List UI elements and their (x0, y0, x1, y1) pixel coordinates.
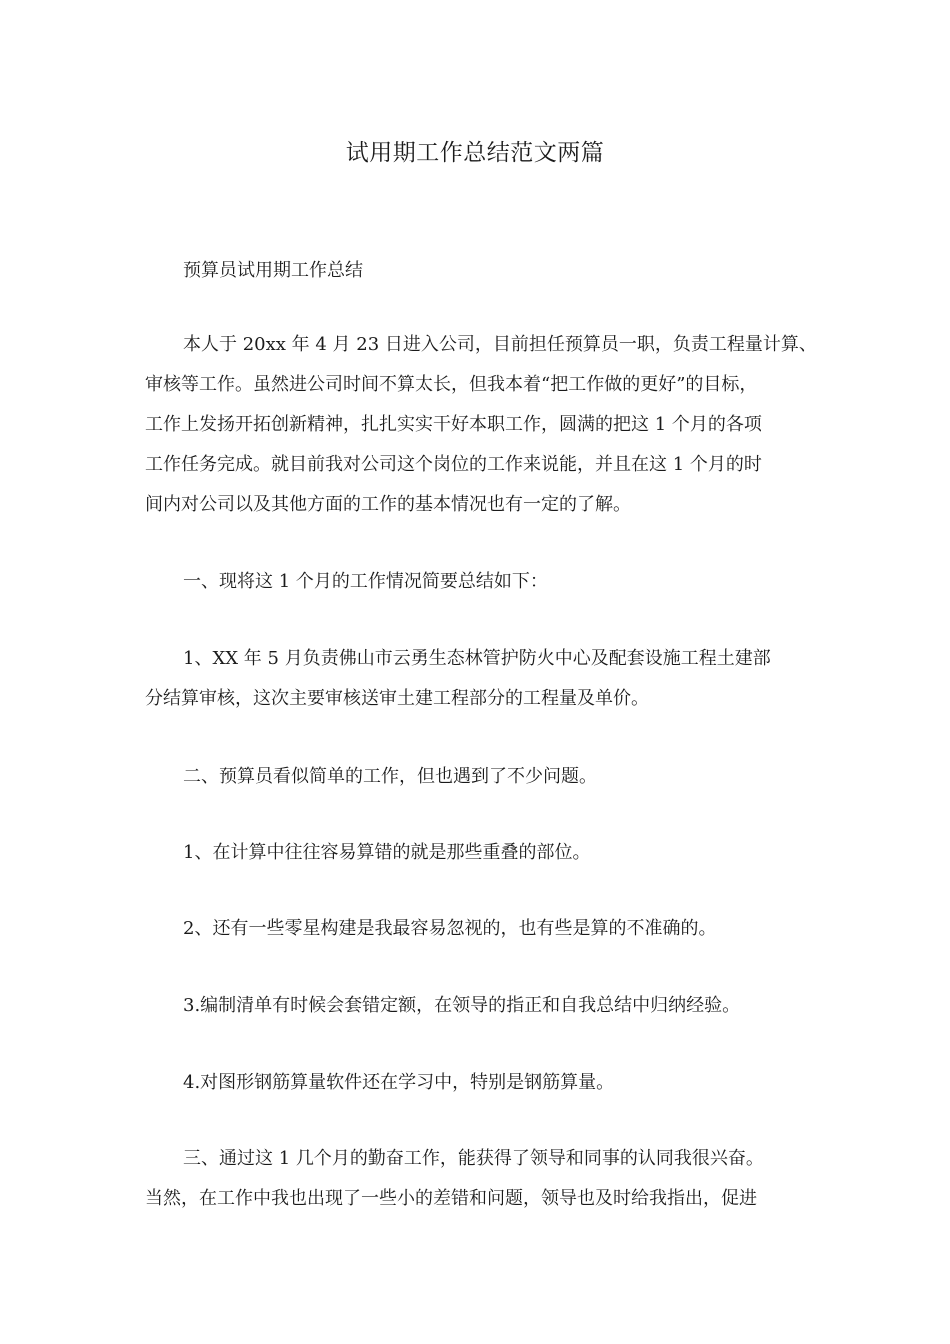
intro-line-4: 工作任务完成。就目前我对公司这个岗位的工作来说能，并且在这 1 个月的时 (145, 454, 762, 475)
section1-item1-line-1: 1、XX 年 5 月负责佛山市云勇生态林管护防火中心及配套设施工程土建部 (183, 648, 771, 669)
section3-line-1: 三、通过这 1 几个月的勤奋工作，能获得了领导和同事的认同我很兴奋。 (183, 1148, 764, 1169)
section2-item-4: 4.对图形钢筋算量软件还在学习中，特别是钢筋算量。 (183, 1072, 615, 1093)
section1-item1-line-2: 分结算审核，这次主要审核送审土建工程部分的工程量及单价。 (145, 688, 649, 709)
section3-line-2: 当然，在工作中我也出现了一些小的差错和问题，领导也及时给我指出，促进 (145, 1188, 757, 1209)
section2-item-2: 2、还有一些零星构建是我最容易忽视的，也有些是算的不准确的。 (183, 918, 717, 939)
section2-item-1: 1、在计算中往往容易算错的就是那些重叠的部位。 (183, 842, 591, 863)
section2-item-3: 3.编制清单有时候会套错定额，在领导的指正和自我总结中归纳经验。 (183, 995, 741, 1016)
intro-line-2: 审核等工作。虽然进公司时间不算太长，但我本着“把工作做的更好”的目标， (145, 374, 758, 395)
section1-heading: 一、现将这 1 个月的工作情况简要总结如下： (183, 571, 548, 592)
document-subtitle: 预算员试用期工作总结 (183, 260, 363, 281)
intro-line-1: 本人于 20xx 年 4 月 23 日进入公司，目前担任预算员一职，负责工程量计算、 (183, 334, 817, 355)
document-title: 试用期工作总结范文两篇 (345, 140, 605, 166)
intro-line-5: 间内对公司以及其他方面的工作的基本情况也有一定的了解。 (145, 494, 631, 515)
intro-line-3: 工作上发扬开拓创新精神，扎扎实实干好本职工作，圆满的把这 1 个月的各项 (145, 414, 762, 435)
section2-heading: 二、预算员看似简单的工作，但也遇到了不少问题。 (183, 766, 597, 787)
